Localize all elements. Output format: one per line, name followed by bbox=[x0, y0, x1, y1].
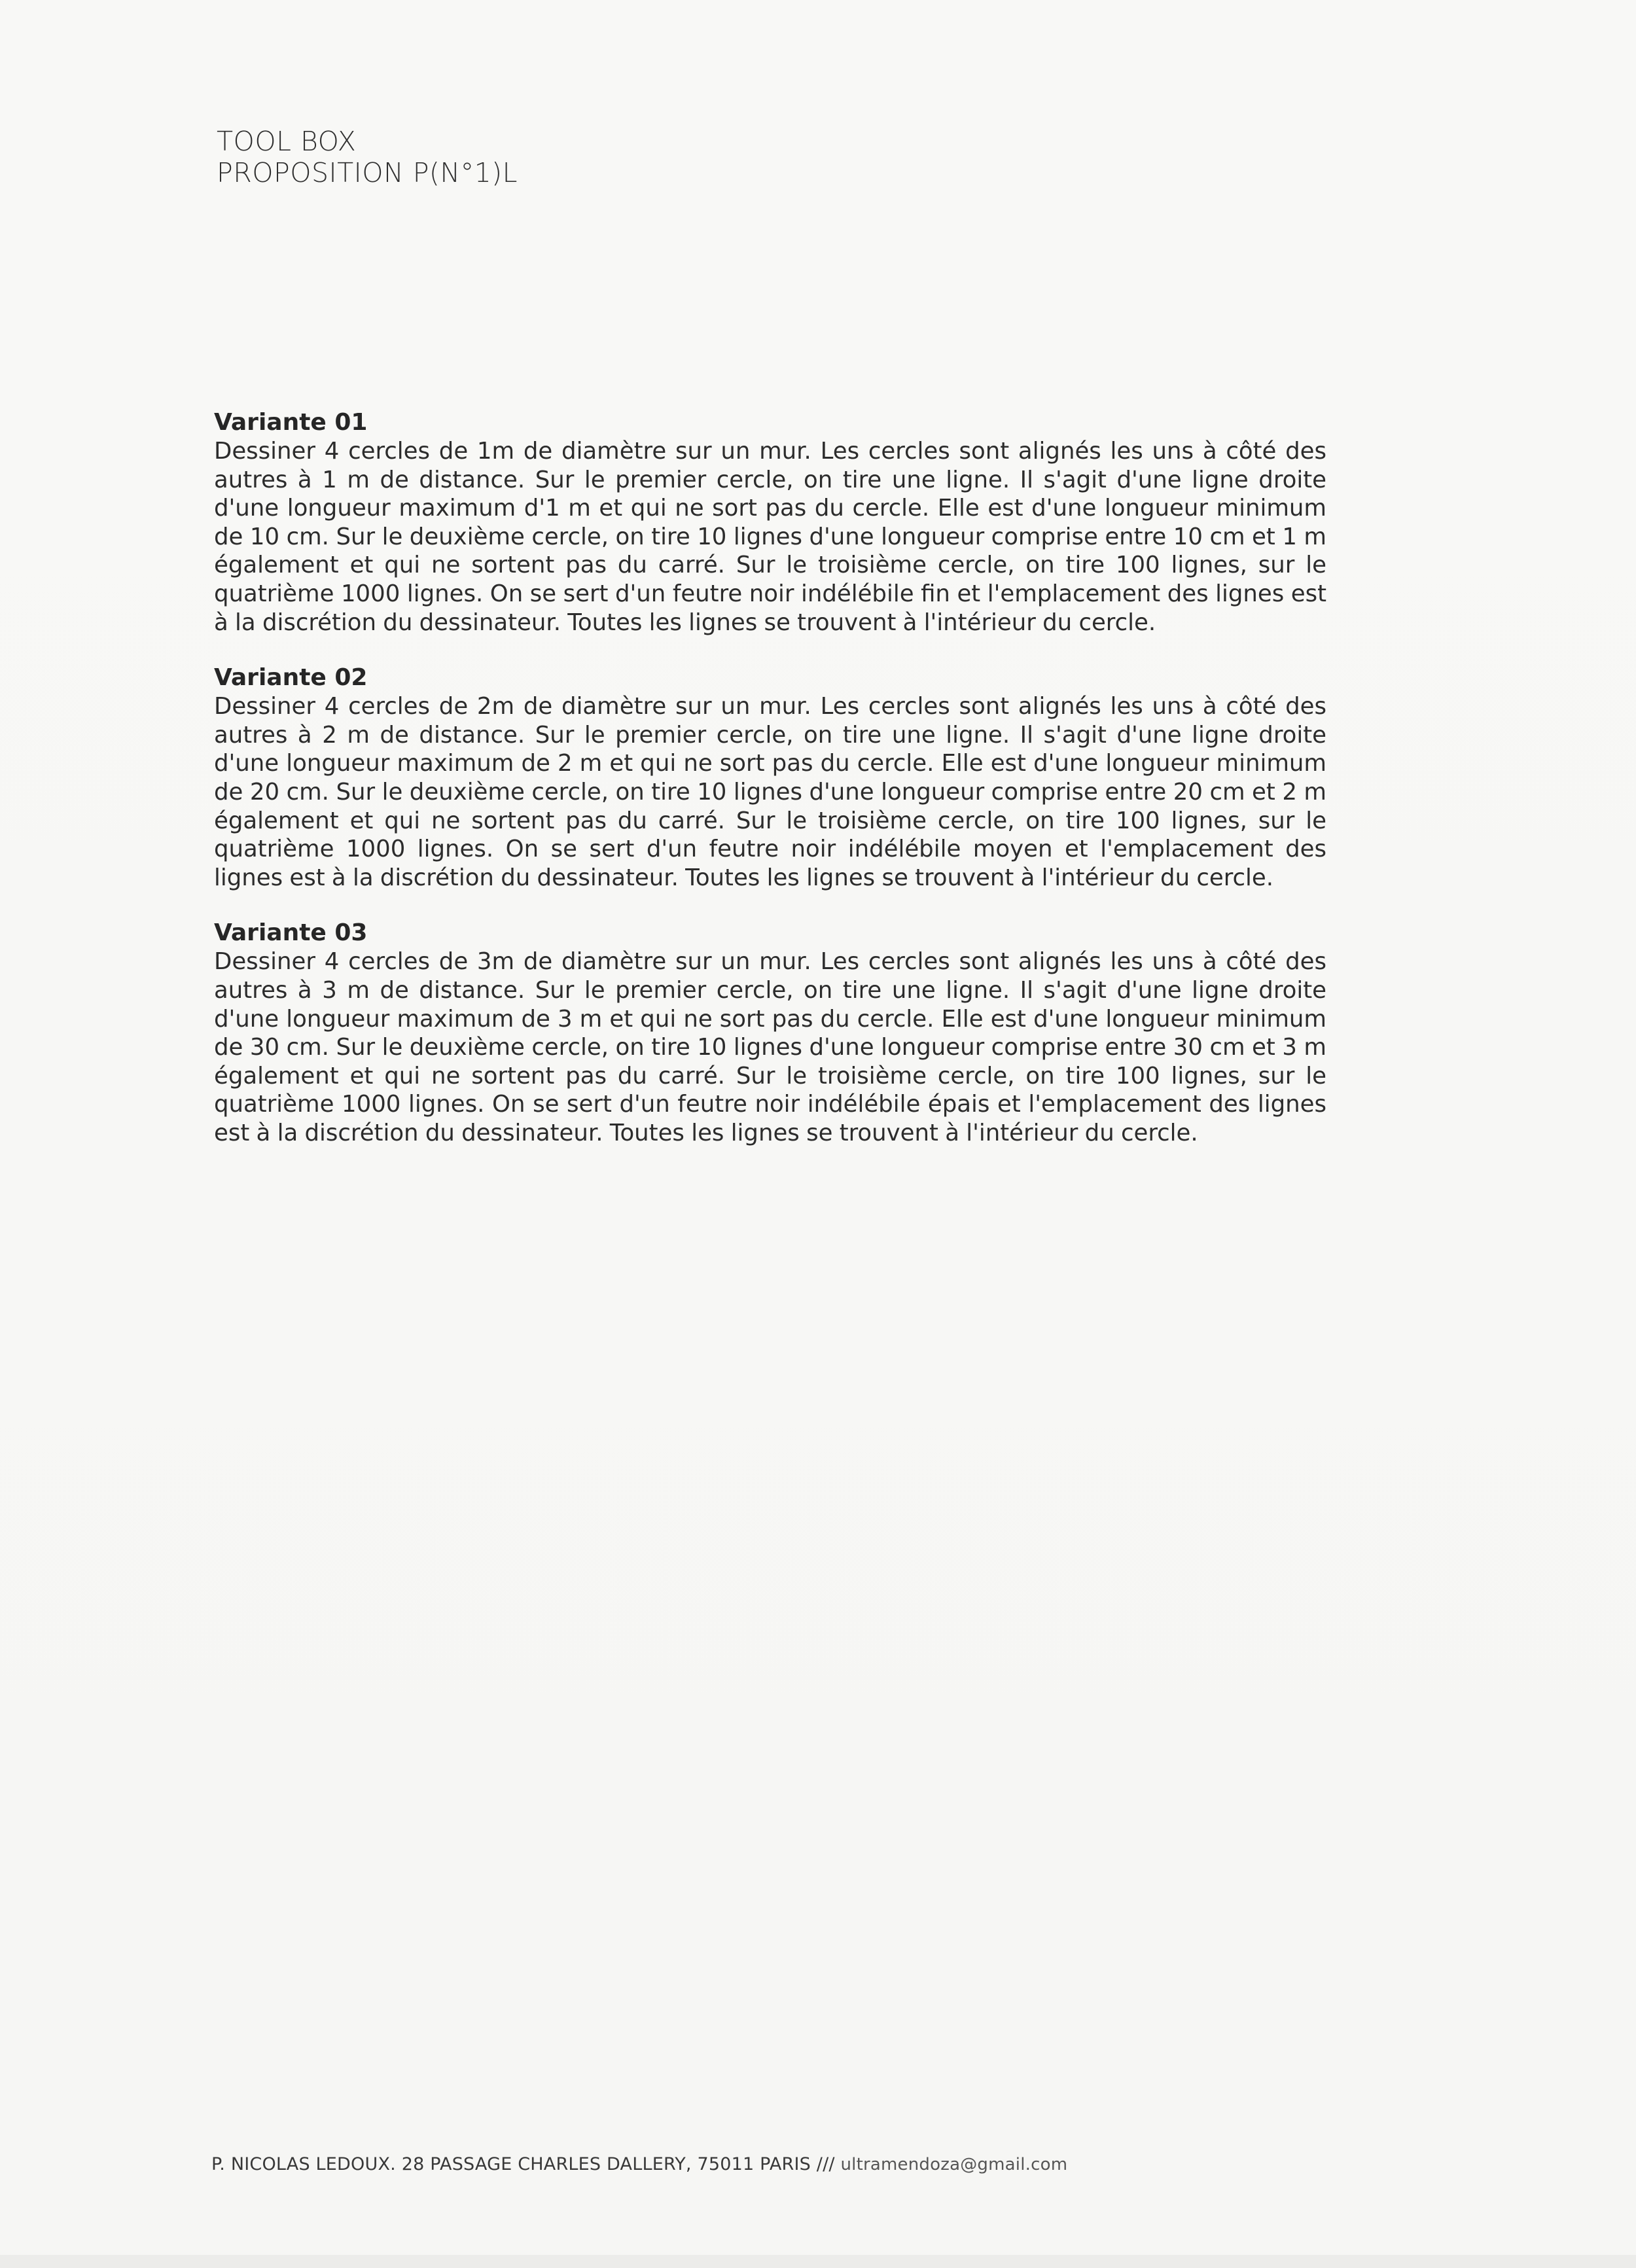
header-title: TOOL BOX bbox=[217, 126, 357, 157]
document-body bbox=[214, 408, 1326, 1174]
page-bottom-edge bbox=[0, 2255, 1636, 2268]
footer-address: P. NICOLAS LEDOUX. 28 PASSAGE CHARLES DALLERY, 75011 PARIS /// bbox=[211, 2154, 835, 2174]
variant-paragraph: Dessiner 4 cercles de 3m de diamètre sur un mur. Les cercles sont alignés les uns à côté des autres à 3 m de distance. Sur le premier cercle, on tire une ligne. Il s'agit d'une ligne droite d'une longueur maximum de 3 m et qui ne sort pas du cercle. Elle est d'une longueur minimum de 30 cm. Sur le deuxième cercle, on tire 10 lignes d'une longueur comprise entre 30 cm et 3 m également et qui ne sortent pas du carré. Sur le troisième cercle, on tire 100 lignes, sur le quatrième 1000 lignes. On se sert d'un feutre noir indélébile épais et l'emplacement des lignes est à la discrétion du dessinateur. Toutes les lignes se trouvent à l'intérieur du cercle. bbox=[214, 948, 1326, 1146]
variant-section-03 bbox=[214, 919, 1326, 1147]
header-subtitle: PROPOSITION P(N°1)L bbox=[217, 157, 518, 188]
document-header bbox=[217, 126, 1002, 188]
document-footer bbox=[211, 2153, 1067, 2176]
variant-paragraph: Dessiner 4 cercles de 2m de diamètre sur un mur. Les cercles sont alignés les uns à côté des autres à 2 m de distance. Sur le premier cercle, on tire une ligne. Il s'agit d'une ligne droite d'une longueur maximum de 2 m et qui ne sort pas du cercle. Elle est d'une longueur minimum de 20 cm. Sur le deuxième cercle, on tire 10 lignes d'une longueur comprise entre 20 cm et 2 m également et qui ne sortent pas du carré. Sur le troisième cercle, on tire 100 lignes, sur le quatrième 1000 lignes. On se sert d'un feutre noir indélébile moyen et l'emplacement des lignes est à la discrétion du dessinateur. Toutes les lignes se trouvent à l'intérieur du cercle. bbox=[214, 693, 1326, 891]
variant-section-02 bbox=[214, 664, 1326, 892]
variant-title: Variante 03 bbox=[214, 919, 368, 947]
variant-paragraph: Dessiner 4 cercles de 1m de diamètre sur un mur. Les cercles sont alignés les uns à côté des autres à 1 m de distance. Sur le premier cercle, on tire une ligne. Il s'agit d'une ligne droite d'une longueur maximum d'1 m et qui ne sort pas du cercle. Elle est d'une longueur minimum de 10 cm. Sur le deuxième cercle, on tire 10 lignes d'une longueur comprise entre 10 cm et 1 m également et qui ne sortent pas du carré. Sur le troisième cercle, on tire 100 lignes, sur le quatrième 1000 lignes. On se sert d'un feutre noir indélébile fin et l'emplacement des lignes est à la discrétion du dessinateur. Toutes les lignes se trouvent à l'intérieur du cercle. bbox=[214, 438, 1326, 636]
variant-section-01 bbox=[214, 408, 1326, 637]
footer-email: ultramendoza@gmail.com bbox=[840, 2155, 1068, 2174]
variant-title: Variante 01 bbox=[214, 409, 368, 436]
variant-title: Variante 02 bbox=[214, 664, 368, 692]
